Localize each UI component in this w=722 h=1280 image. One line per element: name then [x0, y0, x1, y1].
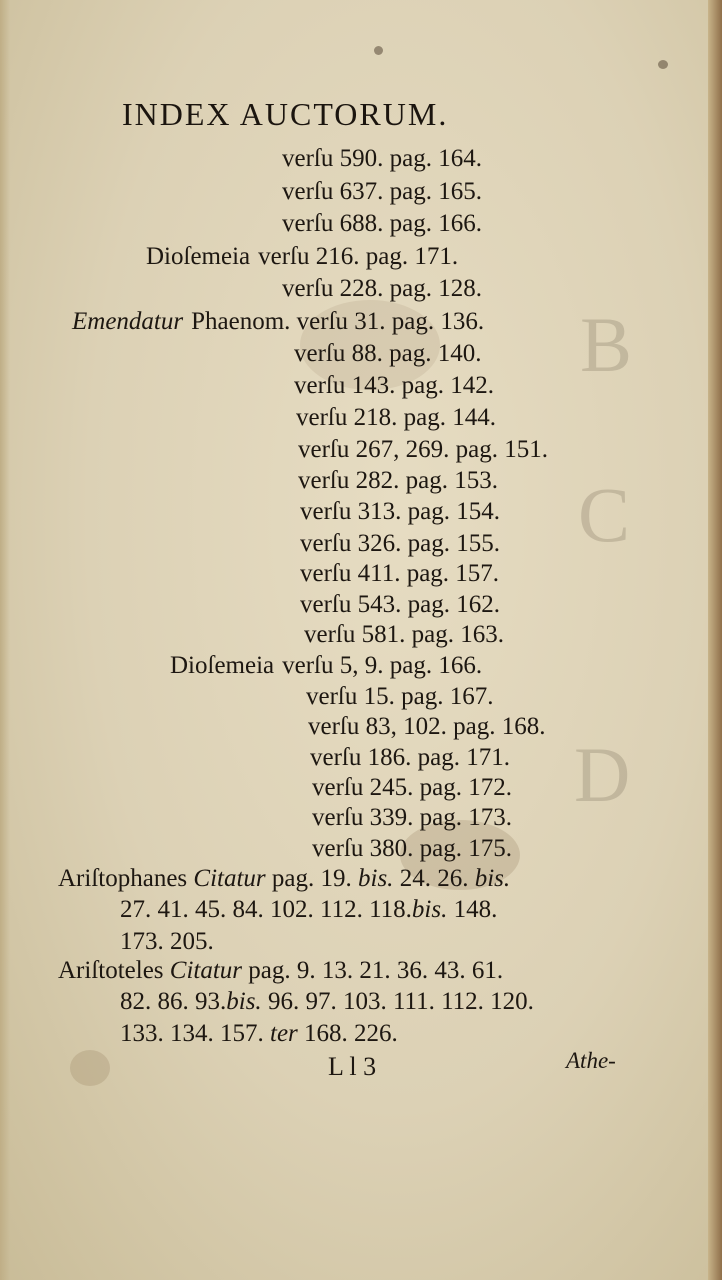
entry-aristoteles-line-1: Ariſtoteles Citatur pag. 9. 13. 21. 36. 43. 61.	[58, 957, 504, 984]
ink-spot	[374, 46, 383, 55]
index-line	[298, 437, 548, 462]
index-line-text: verſu 186. pag. 171.	[310, 744, 510, 771]
author-name: Ariſtophanes	[58, 865, 188, 892]
entry-aristoteles-line-2: 82. 86. 93.bis. 96. 97. 103. 111. 112. 120.	[120, 988, 534, 1015]
index-line	[170, 653, 482, 678]
index-line-text: verſu 83, 102. pag. 168.	[308, 713, 546, 740]
index-line-lead: Emendatur	[72, 308, 184, 335]
index-line-text: verſu 411. pag. 157.	[300, 560, 500, 587]
index-line-text: verſu 313. pag. 154.	[300, 498, 500, 525]
index-line	[146, 244, 458, 269]
index-line-text: verſu 245. pag. 172.	[312, 774, 512, 801]
index-line	[296, 405, 496, 430]
index-line	[298, 468, 498, 493]
index-line-text: verſu 688. pag. 166.	[282, 210, 482, 237]
bleed-through-letter: D	[574, 731, 631, 818]
index-line	[312, 775, 512, 800]
index-line-text: verſu 5, 9. pag. 166.	[282, 652, 483, 679]
index-line-text: verſu 637. pag. 165.	[282, 178, 482, 205]
index-line	[282, 276, 482, 301]
stain	[70, 1050, 110, 1086]
ink-spot	[658, 60, 668, 69]
entry-aristoteles-line-3: 133. 134. 157. ter 168. 226.	[120, 1020, 398, 1047]
index-line	[294, 373, 494, 398]
index-line-text: verſu 380. pag. 175.	[312, 835, 512, 862]
index-line-text: verſu 326. pag. 155.	[300, 530, 500, 557]
index-line-text: Phaenom. verſu 31. pag. 136.	[191, 308, 485, 335]
bleed-through-letter: B	[580, 301, 633, 388]
entry-aristophanes-line-2: 27. 41. 45. 84. 102. 112. 118.bis. 148.	[120, 896, 498, 923]
index-line-text: verſu 218. pag. 144.	[296, 404, 496, 431]
index-line	[310, 745, 510, 770]
index-line	[312, 805, 512, 830]
citatur-label: Citatur	[169, 957, 243, 984]
index-line	[312, 836, 512, 861]
index-line-lead: Dioſemeia	[170, 652, 275, 679]
author-name: Ariſtoteles	[58, 957, 164, 984]
index-line	[306, 684, 493, 709]
index-line	[300, 592, 500, 617]
index-line-text: verſu 143. pag. 142.	[294, 372, 494, 399]
index-line-text: verſu 15. pag. 167.	[306, 683, 494, 710]
index-line	[282, 211, 482, 236]
bleed-through-letter: C	[578, 471, 631, 558]
catchword: Athe-	[566, 1048, 616, 1073]
citatur-label: Citatur	[193, 865, 266, 892]
index-line	[300, 499, 500, 524]
index-line	[300, 561, 499, 586]
index-line-text: verſu 339. pag. 173.	[312, 804, 512, 831]
signature-mark: L l 3	[328, 1052, 377, 1081]
index-line-text: verſu 228. pag. 128.	[282, 275, 482, 302]
index-line-text: verſu 216. pag. 171.	[258, 243, 459, 270]
entry-aristophanes-line-1: Ariſtophanes Citatur pag. 19. bis. 24. 26. bis.	[58, 865, 511, 892]
page-left-edge	[0, 0, 10, 1280]
index-line-text: verſu 88. pag. 140.	[294, 340, 482, 367]
index-line	[300, 531, 500, 556]
index-line	[282, 146, 482, 171]
index-line-text: verſu 282. pag. 153.	[298, 467, 498, 494]
index-line	[72, 309, 484, 334]
index-line	[294, 341, 481, 366]
page-header: INDEX AUCTORUM.	[122, 96, 449, 132]
index-line	[282, 179, 482, 204]
index-line-text: verſu 590. pag. 164.	[282, 145, 482, 172]
entry-aristophanes-line-3: 173. 205.	[120, 928, 214, 955]
page-right-edge	[708, 0, 722, 1280]
index-line	[304, 622, 504, 647]
index-line-text: verſu 543. pag. 162.	[300, 591, 500, 618]
index-line-text: verſu 267, 269. pag. 151.	[298, 436, 548, 463]
index-line-text: verſu 581. pag. 163.	[304, 621, 504, 648]
index-line	[308, 714, 545, 739]
index-line-lead: Dioſemeia	[146, 243, 251, 270]
